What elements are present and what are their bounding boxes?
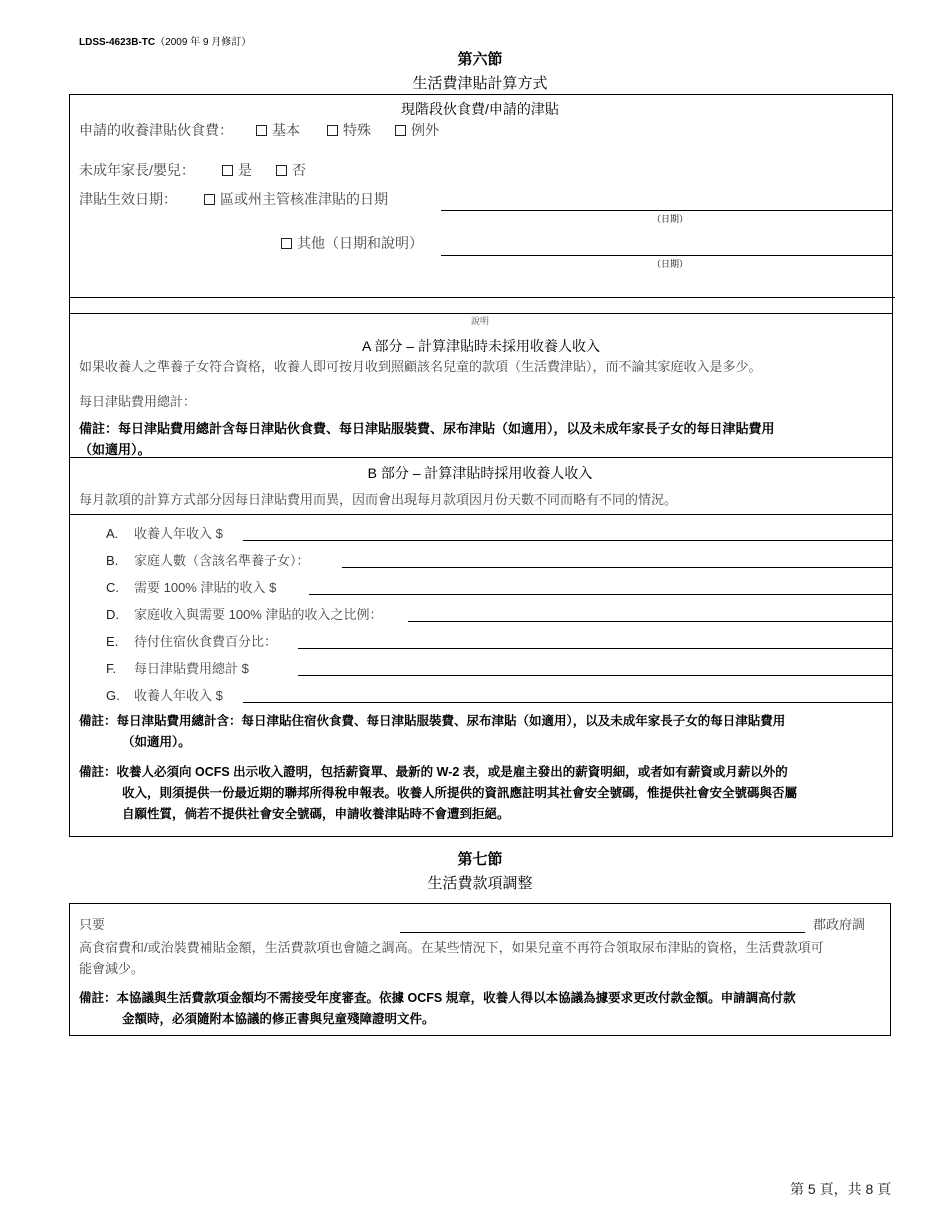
partA-daily-total-label: 每日津貼費用總計： xyxy=(79,394,197,409)
item-f-line[interactable] xyxy=(298,675,892,676)
divider xyxy=(69,514,893,515)
item-c: C. 需要 100% 津貼的收入 $ xyxy=(106,580,277,595)
item-c-line[interactable] xyxy=(309,594,892,595)
rate-option-special[interactable]: 特殊 xyxy=(327,120,371,140)
checkbox-icon[interactable] xyxy=(395,125,406,136)
effective-option-approval[interactable]: 區或州主管核准津貼的日期 xyxy=(204,189,388,209)
minor-parent-label: 未成年家長/嬰兒： xyxy=(79,162,195,178)
rate-option-basic[interactable]: 基本 xyxy=(256,120,300,140)
effective-option-other[interactable]: 其他（日期和說明） xyxy=(281,233,423,253)
checkbox-icon[interactable] xyxy=(256,125,267,136)
page-number: 第 5 頁，共 8 頁 xyxy=(790,1181,892,1197)
section7-blank-line[interactable] xyxy=(400,932,805,933)
section6-subtitle: 生活費津貼計算方式 xyxy=(412,75,548,92)
date-line-1[interactable] xyxy=(441,210,892,211)
section7-subtitle: 生活費款項調整 xyxy=(427,875,533,892)
item-a-line[interactable] xyxy=(243,540,892,541)
section7-county-adjust: 郡政府調 xyxy=(813,917,866,932)
date-caption-1: （日期） xyxy=(652,214,689,224)
form-id xyxy=(79,33,251,48)
partA-note: 備註：每日津貼費用總計含每日津貼伙食費、每日津貼服裝費、尿布津貼（如適用），以及未成年家長子女的每日津貼費用 （如適用）。 xyxy=(79,421,775,457)
checkbox-icon[interactable] xyxy=(281,238,292,249)
partB-title: B 部分 – 計算津貼時採用收養人收入 xyxy=(367,465,593,481)
rate-option-exceptional[interactable]: 例外 xyxy=(395,120,439,140)
item-d: D. 家庭收入與需要 100% 津貼的收入之比例： xyxy=(106,607,383,622)
checkbox-icon[interactable] xyxy=(222,165,233,176)
item-a: A. 收養人年收入 $ xyxy=(106,526,223,541)
partA-title: A 部分 – 計算津貼時未採用收養人收入 xyxy=(361,338,601,354)
section7-desc: 高食宿費和/或治裝費補貼金額，生活費款項也會隨之調高。在某些情況下，如果兒童不再符合領取尿布津貼的資格，生活費款項可 能會減少。 xyxy=(79,940,824,976)
divider xyxy=(69,457,893,458)
checkbox-icon[interactable] xyxy=(327,125,338,136)
form-code: LDSS-4623B-TC xyxy=(79,37,156,48)
date-caption-2: （日期） xyxy=(652,259,689,269)
section7-note: 備註：本協議與生活費款項金額均不需接受年度審查。依據 OCFS 規章，收養人得以本協議為據要求更改付款金額。申請調高付款 金額時，必須隨附本協議的修正書與兒童殘障證明文件。 xyxy=(79,991,796,1026)
item-d-line[interactable] xyxy=(408,621,892,622)
minor-parent-yes[interactable]: 是 xyxy=(222,160,252,180)
item-b-line[interactable] xyxy=(342,567,892,568)
rate-label: 申請的收養津貼伙食費： xyxy=(79,122,233,138)
effective-date-label: 津貼生效日期： xyxy=(79,191,177,207)
partB-desc: 每月款項的計算方式部分因每日津貼費用而異，因而會出現每月款項因月份天數不同而略有不同的情況。 xyxy=(79,492,678,507)
checkbox-icon[interactable] xyxy=(204,194,215,205)
item-g-line[interactable] xyxy=(243,702,892,703)
form-revision: （2009 年 9 月修訂） xyxy=(155,37,252,48)
explanation-caption: 說明 xyxy=(470,316,489,326)
section6-title: 第六節 xyxy=(457,51,503,68)
explanation-line[interactable] xyxy=(69,297,895,298)
box-heading: 現階段伙食費/申請的津貼 xyxy=(401,101,559,117)
item-g: G. 收養人年收入 $ xyxy=(106,688,223,703)
section7-title: 第七節 xyxy=(457,851,503,868)
item-b: B. 家庭人數（含該名準養子女）： xyxy=(106,553,310,568)
partB-note-1: 備註：每日津貼費用總計含：每日津貼住宿伙食費、每日津貼服裝費、尿布津貼（如適用），以及未成年家長子女的每日津貼費用 （如適用）。 xyxy=(79,714,786,749)
checkbox-icon[interactable] xyxy=(276,165,287,176)
partB-note-2: 備註：收養人必須向 OCFS 出示收入證明，包括薪資單、最新的 W-2 表，或是雇主發出的薪資明細，或者如有薪資或月薪以外的 收入，則須提供一份最近期的聯邦所得稅申報表。收養人所提供的資訊應註明其社會安全號碼，惟提供社會安全號碼與否屬 自願性質，倘若不提供社會安全號碼，申請收養津貼時不會遭到拒絕。 xyxy=(79,765,798,821)
item-f: F. 每日津貼費用總計 $ xyxy=(106,661,249,676)
section7-only-if: 只要 xyxy=(79,917,106,932)
item-e-line[interactable] xyxy=(298,648,892,649)
item-e: E. 待付住宿伙食費百分比： xyxy=(106,634,278,649)
date-line-2[interactable] xyxy=(441,255,892,256)
partA-desc: 如果收養人之準養子女符合資格，收養人即可按月收到照顧該名兒童的款項（生活費津貼），而不論其家庭收入是多少。 xyxy=(79,359,762,374)
minor-parent-no[interactable]: 否 xyxy=(276,160,306,180)
